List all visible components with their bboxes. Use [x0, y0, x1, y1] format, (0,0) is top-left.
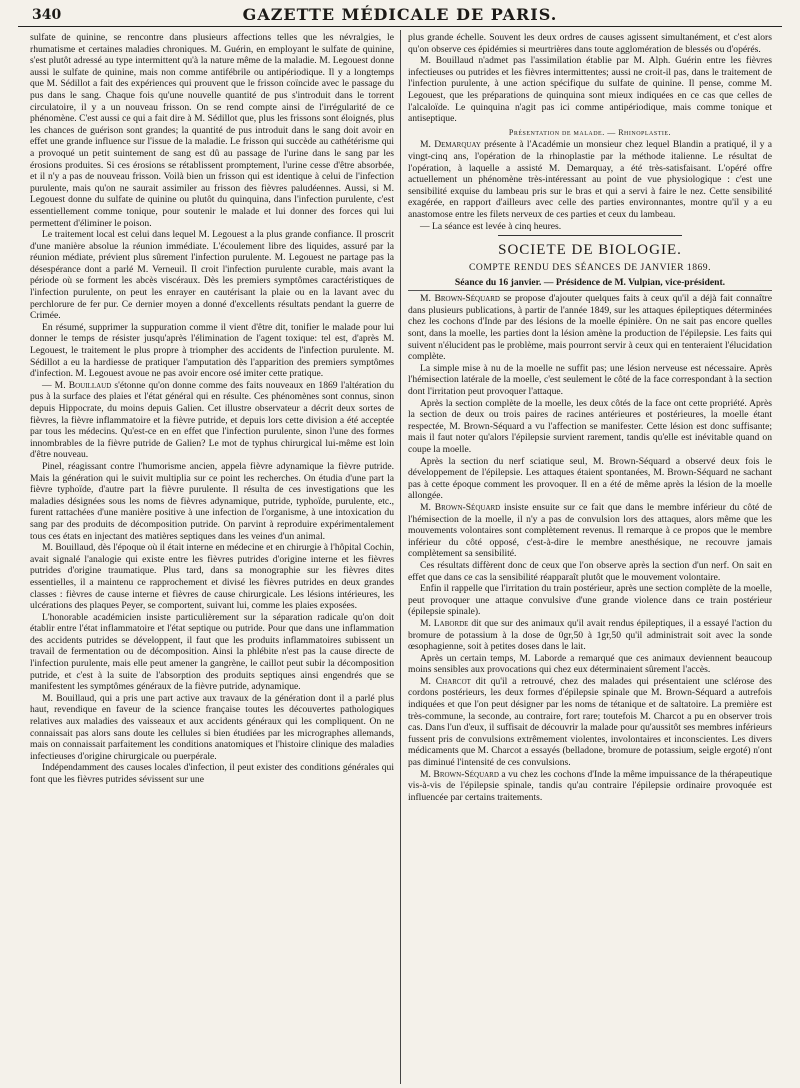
paragraph	[30, 380, 394, 461]
speaker-name: — M. Bouillaud	[42, 379, 112, 391]
paragraph: M. Bouillaud n'admet pas l'assimilation établie par M. Alph. Guérin entre les fièvres infectieuses ou putrides et les fièvres intermittentes; aussi ne croit-il pas, dans le traitement de l'infection purulente, à une action spécifique du sulfate de quinine. Il pense, comme M. Legouest, que les préparations de quinquina sont mieux indiquées en ce cas que celles de l'alcaloïde. Le quinquina n'agit pas ici comme antipériodique, mais comme tonique et antiseptique.	[408, 55, 772, 125]
paragraph: Indépendamment des causes locales d'infection, il peut exister des conditions générales qui font que les fièvres putrides sévissent sur une	[30, 762, 394, 785]
subheading: Présentation de malade. — Rhinoplastie.	[508, 127, 672, 137]
paragraph	[408, 293, 772, 363]
paragraph: Pinel, réagissant contre l'humorisme ancien, appela fièvre adynamique la fièvre putride. Mais la génération qui le suivit multiplia sur ce point les recherches. On étudia d'une part la fièvre typhoïde, d'autre part la fièvre purulente. Il résulta de ces investigations que les maladies désignées sous les noms de fièvres adynamique, putride, typhoïde, purulente, etc., furent rattachées d'une manière positive à une infection de l'organisme, à une intoxication du sang par des produits de décomposition putride. On parvint à reproduire expérimentalement tous ces états en injectant des matières septiques dans les veines d'un animal.	[30, 460, 394, 542]
paragraph: M. Bouillaud, dès l'époque où il était interne en médecine et en chirurgie à l'hôpital Cochin, avait signalé l'analogie qui existe entre les fièvres putrides d'origine interne et les fièvres putrides d'origine traumatique. Plus tard, dans sa monographie sur les fièvres dites essentielles, il a maintenu ce rapprochement et divisé les fièvres putrides en deux grandes classes : fièvres de cause interne et fièvres de cause chirurgicale. Les lésions intérieures, les ulcérations des plaques Peyer, se comportent, suivant lui, comme les plaies exposées.	[30, 542, 394, 612]
paragraph: — La séance est levée à cinq heures.	[420, 220, 562, 232]
speaker-name: M. Laborde	[420, 617, 469, 629]
paragraph-text: se propose d'ajouter quelques faits à ceux qu'il a déjà fait connaître dans plusieurs publications, à partir de l'année 1849, sur les attaques épileptiques déterminées chez les cochons d'Inde par des lésions de la moelle épinière. On ne sait pas encore quelles sont, dans la moelle, les parties dont la lésion amène la production de l'épilepsie. Les faits qui suivent n'élucident pas le problème, mais pourront servir à ceux qui en tenteraient l'élucidation complète.	[408, 293, 772, 363]
paragraph: En résumé, supprimer la suppuration comme il vient d'être dit, tonifier le malade pour lui donner le temps de résister jusqu'après l'élimination de l'agent toxique: tel est, d'après M. Legouest, le traitement le plus propre à triompher des accidents de l'infection purulente. M. Sédillot a eu la hardiesse de pratiquer l'amputation dès l'apparition des premiers symptômes d'infection. M. Legouest avoue ne pas avoir encore osé imiter cette pratique.	[30, 321, 394, 380]
paragraph	[408, 769, 772, 804]
page-number: 340	[32, 7, 62, 23]
left-column	[30, 32, 394, 1084]
paragraph-text: présente à l'Académie un monsieur chez lequel Blandin a pratiqué, il y a vingt-cinq ans, l'opération de la rhinoplastie par la méthode italienne. Le résultat de l'opération, à laquelle a assisté M. Demarquay, a été très-satisfaisant. L'opéré offre actuellement un phénomène très-intéressant au point de vue physiologique : c'est une sensibilité exquise du lambeau pris sur le bras et qui a servi à faire le nez. Cette sensibilité exagérée, en rapport d'ailleurs avec celle des parties environnantes, montre qu'il y a eu anastomose entre les filets nerveux de ces parties et ceux du lambeau.	[408, 139, 772, 220]
paragraph: Le traitement local est celui dans lequel M. Legouest a la plus grande confiance. Il proscrit d'une manière absolue la réunion immédiate. L'écoulement libre des liquides, assuré par la réunion médiate, prévient plus sûrement l'infection purulente. M. Legouest ne partage pas la désespérance dont a parlé M. Verneuil. Il croit l'infection purulente curable, mais avant la période où se forment les abcès viscéraux. Dès les premiers symptômes caractéristiques de l'infection purulente, on peut les enrayer en cautérisant la plaie ou en la lavant avec du perchlorure de fer pur. Ce dernier moyen a donné d'excellents résultats pendant la guerre de Crimée.	[30, 229, 394, 322]
speaker-name: M. Brown-Séquard	[420, 293, 500, 305]
paragraph-text: s'étonne qu'on donne comme des faits nouveaux en 1869 l'altération du pus à la surface des plaies et l'état général qui en résulte. Ces phénomènes sont connus, sinon depuis Hippocrate, du moins depuis Galien. Cet illustre observateur a décrit deux sortes de fièvres, la fièvre inflammatoire et la fièvre putride, et depuis lors cette division a été acceptée par tous les médecins. Qu'est-ce en en effet que l'infection purulente, sinon l'une des formes innombrables de la fièvre putride de Galien? Le mot de typhus chirurgical lui-même est loin d'être nouveau.	[30, 379, 394, 461]
paragraph-text: dit qu'il a retrouvé, chez des malades qui présentaient une sclérose des cordons postérieurs, les deux formes d'épilepsie spinale que M. Brown-Séquard a autrefois indiquées et que l'on peut désigner par les noms de tétanique et de saltatoire. La première est très-commune, la seconde, au contraire, fort rare; toutefois M. Charcot a pu en observer trois cas. Dans l'un d'eux, il suffisait de découvrir la malade pour qu'aussitôt ses membres inférieurs fussent pris de convulsions extrêmement violentes, involontaires et inconscientes. Les divers médicaments que M. Charcot a essayés (belladone, bromure de potassium, seigle ergoté) n'ont pas diminué l'intensité de ces convulsions.	[408, 675, 772, 769]
section-title: SOCIETE DE BIOLOGIE.	[498, 242, 682, 259]
paragraph	[408, 618, 772, 653]
paragraph-text: insiste ensuite sur ce fait que dans le membre inférieur du côté de l'hémisection de la moelle, il n'y a pas de convulsion lors des attaques, alors même que les mouvements volontaires sont complètement revenus. Il remarque à ce propos que le membre inférieur du côté opposé, c'est-à-dire le membre anesthésique, ne recouvre jamais complètement sa sensibilité.	[408, 501, 772, 560]
paragraph: sulfate de quinine, se rencontre dans plusieurs affections telles que les névralgies, le rhumatisme et certaines maladies chroniques. M. Guérin, en employant le sulfate de quinine, s'est plutôt adressé au type intermittent qu'à la nature même de la maladie. M. Legouest donne aussi le sulfate de quinine, mais non comme antifébrile ou antipériodique. Il y a longtemps que M. Sédillot a fait des expériences qui prouvent que le frisson coïncide avec le passage du pus dans le sang. Chaque fois qu'une nouvelle quantité de pus s'introduit dans le torrent circulatoire, il y a un nouveau frisson. On se rend compte ainsi de l'irrégularité de ce phénomène. C'est aussi ce qui a fait dire à M. Sédillot que, plus les frissons sont éloignés, plus les chances de guérison sont grandes; la quantité de pus introduit dans le sang doit avoir en effet une grande influence sur l'issue de la maladie. Le frisson qui succède au cathétérisme qui a provoqué un petit suintement de sang est dû au passage de l'urine dans le sang par les érosions produites. Si ces érosions se rétablissent promptement, l'urine cesse d'être absorbée, et il n'y a pas de nouveau frisson. Voilà bien un frisson qui est identique à celui de l'infection purulente, mais qu'on ne saurait assimiler au frisson des fièvres paludéennes. Aussi, si M. Legouest donne du sulfate de quinine ou plutôt du quinquina, dans l'infection purulente, c'est essentiellement comme tonique, pour soutenir le malade et lui donner des forces qui lui permettent d'éliminer le poison.	[30, 32, 394, 229]
paragraph-text: dit que sur des animaux qu'il avait rendus épileptiques, il a essayé l'action du bromure de potassium à la dose de 0gr,50 à 1gr,50 qu'il administrait soit avec la sonde œsophagienne, soit à petites doses dans le lait.	[408, 617, 772, 653]
speaker-name: M. Demarquay	[420, 139, 481, 151]
speaker-name: M. Brown-Séquard	[420, 768, 499, 780]
paragraph-text: a vu chez les cochons d'Inde la même impuissance de la thérapeutique vis-à-vis de l'épilepsie spinale, tandis qu'au contraire l'épilepsie ordinaire provoquée est influencée par certains traitements.	[408, 768, 772, 803]
paragraph: La simple mise à nu de la moelle ne suffit pas; une lésion nerveuse est nécessaire. Après l'hémisection latérale de la moelle, c'est seulement le côté de la face correspondant à la section dont l'irritation peut provoquer l'attaque.	[408, 362, 772, 398]
paragraph: Après la section complète de la moelle, les deux côtés de la face ont cette propriété. Après la section de deux ou trois paires de racines antérieures et postérieures, la moelle étant respectée, M. Brown-Séquard a vu l'affection se manifester. Cette lésion est donc suffisante; mais il faut noter qu'alors l'épilepsie survient rarement, tandis qu'elle est inévitable quand on coupe la moelle.	[408, 397, 772, 455]
section-subtitle: COMPTE RENDU DES SÉANCES DE JANVIER 1869.	[469, 262, 711, 274]
session-heading: Séance du 16 janvier. — Présidence de M. Vulpian, vice-président.	[408, 277, 772, 292]
paragraph: M. Bouillaud, qui a pris une part active aux travaux de la génération dont il a parlé plus haut, revendique en faveur de la science française toutes les découvertes pathologiques relatives aux maladies des vaisseaux et aux accidents généraux qui les compliquent. On ne connaissait pas alors sans doute les cellules si bien étudiées par les micrographes allemands, mais on connaissait parfaitement les conditions anatomiques et l'histoire clinique des maladies infectieuses d'origine chirurgicale ou puerpérale.	[30, 692, 394, 762]
column-divider	[400, 30, 401, 1084]
page-header	[18, 4, 782, 27]
paragraph: Ces résultats diffèrent donc de ceux que l'on observe après la section d'un nerf. On sait en effet que dans ce cas la sensibilité réapparaît plutôt que le mouvement volontaire.	[408, 559, 772, 583]
speaker-name: M. Charcot	[420, 675, 471, 687]
paragraph	[408, 139, 772, 220]
speaker-name: M. Brown-Séquard	[420, 501, 501, 513]
paragraph: Après la section du nerf sciatique seul, M. Brown-Séquard a observé deux fois le développement de l'épilepsie. Les attaques étaient spontanées, M. Brown-Séquard ne sachant pas à cette époque comment les provoquer. Il en a été de même après la lésion de la moelle allongée.	[408, 455, 772, 502]
paragraph: plus grande échelle. Souvent les deux ordres de causes agissent simultanément, et c'est alors qu'on observe ces épidémies si meurtrières dans toute agglomération de blessés ou d'opérés.	[408, 32, 772, 55]
right-column	[408, 32, 772, 1084]
paragraph: Enfin il rappelle que l'irritation du train postérieur, après une section complète de la moelle, peut provoquer une attaque convulsive d'une grande violence dans ce train postérieur (épilepsie spinale).	[408, 583, 772, 618]
paragraph: Après un certain temps, M. Laborde a remarqué que ces animaux deviennent beaucoup moins sensibles aux provocations qui chez eux déterminaient sûrement l'accès.	[408, 652, 772, 676]
separator-rule	[498, 235, 682, 236]
paragraph	[408, 676, 772, 769]
journal-title: GAZETTE MÉDICALE DE PARIS.	[242, 5, 558, 24]
paragraph	[408, 502, 772, 560]
paragraph: L'honorable académicien insiste particulièrement sur la séparation radicale qu'on doit établir entre l'état inflammatoire et l'état septique ou putride. Pour que dans une inflammation des accidents putrides se développent, il faut que les produits inflammatoires subissent un travail de fermentation ou de décomposition. Ainsi la phlébite n'est pas la cause directe de l'infection purulente, mais elle peut amener la gangrène, le caillot peut subir la décomposition putride, et c'est à la suite de l'absorption des produits septiques ainsi engendrés que se manifestent les symptômes généraux de la fièvre putride, adynamique.	[30, 611, 394, 693]
